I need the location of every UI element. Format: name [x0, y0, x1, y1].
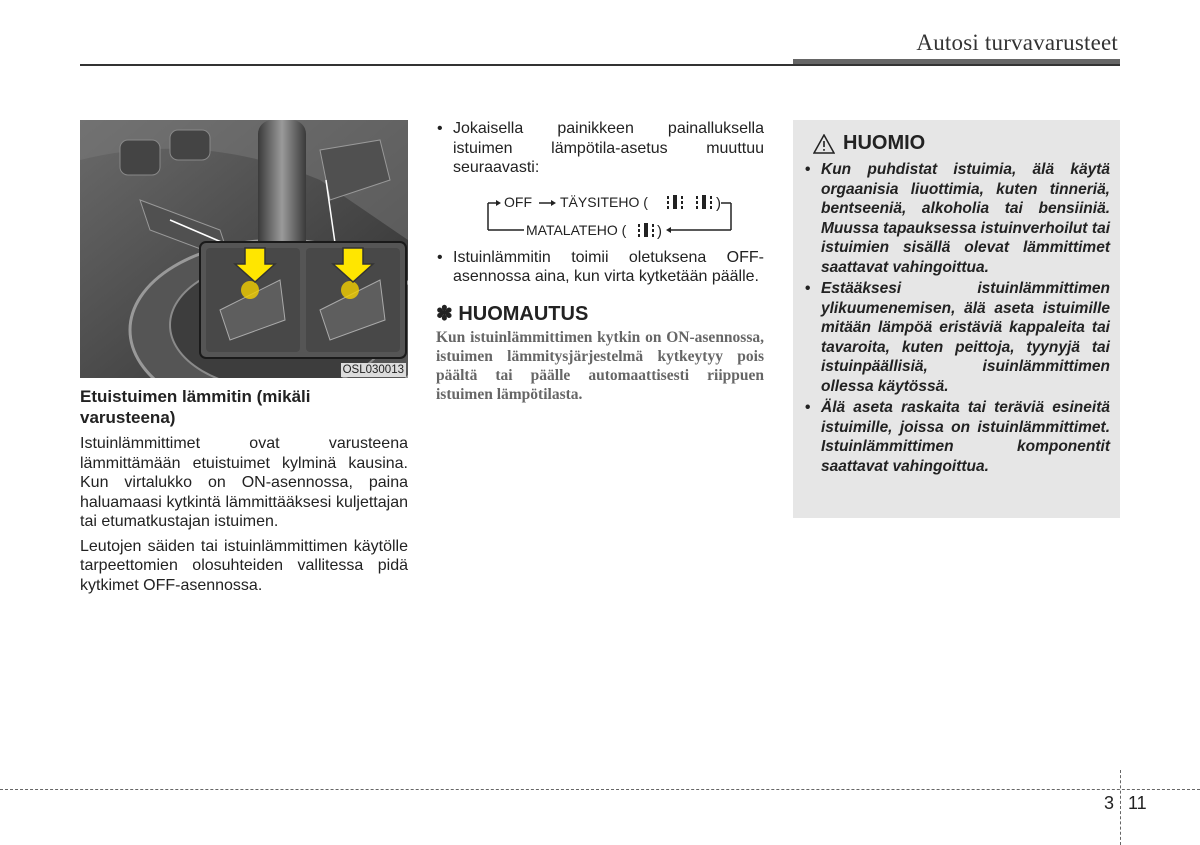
left-column [80, 386, 408, 600]
page-number: 11 [1128, 793, 1147, 813]
setting-low-power-label: MATALATEHO ( [526, 221, 627, 238]
bullet-item-2 [436, 248, 764, 287]
caution-item [805, 279, 1110, 396]
svg-text:): ) [657, 222, 662, 240]
body-paragraph-2: Leutojen säiden tai istuinlämmittimen käytölle tarpeettomien olosuhteiden vallitessa pidä kytkimet OFF-asennossa. [80, 537, 408, 594]
bullet-text-2: Istuinlämmitin toimii oletuksena OFF-asennossa aina, kun virta kytketään päälle. [453, 248, 764, 285]
caution-text-1: Kun puhdistat istuimia, älä käytä orgaanisia liuottimia, kuten tinneriä, bentseeniä, alkoholia tai bensiiniä. Muussa tapauksessa istuinverhoilut tai istuimien sisällä olevat lämmittimet saattavat vahingoittua. [821, 161, 1110, 276]
note-body: Kun istuinlämmittimen kytkin on ON-asennossa, istuimen lämmitysjärjestelmä kytkeytyy pois päältä tai päälle automaattisesti riippuen istuimen lämpötilasta. [436, 328, 764, 403]
setting-off-label: OFF [504, 193, 532, 210]
setting-full-power-label: TÄYSITEHO ( [560, 193, 648, 210]
seat-heater-photo [80, 120, 408, 378]
svg-text:): ) [716, 194, 721, 212]
bullet-dot: • [805, 280, 811, 297]
header-rule [80, 64, 1120, 66]
page-header-title: Autosi turvavarusteet [916, 30, 1118, 55]
bullet-item-1 [436, 119, 764, 178]
footer-divider [1120, 770, 1121, 845]
chapter-number: 3 [1104, 793, 1115, 813]
warning-triangle-icon [813, 134, 835, 154]
heat-setting-cycle-diagram [436, 184, 764, 242]
caution-title: HUOMIO [843, 132, 926, 154]
caution-box [793, 120, 1120, 518]
bullet-dot: • [805, 161, 811, 178]
caution-heading [813, 132, 925, 155]
bullet-dot: • [437, 120, 443, 137]
section-heading: Etuistuimen lämmitin (mikäli varusteena) [80, 387, 311, 427]
caution-text-3: Älä aseta raskaita tai teräviä esineitä istuimille, joissa on istuinlämmittimet. Istuinlämmittimen komponentit saattavat vahingoittua. [821, 399, 1110, 475]
photo-code-label: OSL030013 [342, 364, 404, 376]
caution-item [805, 398, 1110, 476]
caution-list [805, 160, 1110, 478]
bullet-dot: • [805, 399, 811, 416]
caution-item [805, 160, 1110, 277]
bullet-dot: • [437, 248, 443, 266]
body-paragraph-1: Istuinlämmittimet ovat varusteena lämmittämään etuistuimet kylminä kausina. Kun virtalukko on ON-asennossa, paina haluamaasi kytkintä lämmittääksesi kuljettajan tai etumatkustajan istuimen. [80, 435, 408, 530]
bullet-text-1: Jokaisella painikkeen painalluksella istuimen lämpötila-asetus muuttuu seuraavasti: [453, 120, 764, 176]
footer-dashed-rule [0, 789, 1200, 790]
middle-column [436, 119, 764, 404]
note-title: ✽ HUOMAUTUS [436, 302, 589, 325]
caution-text-2: Estääksesi istuinlämmittimen ylikuumenemisen, älä aseta istuimille mitään lämpöä eristäviä kappaleita tai tavaroita, kuten peittoja, tyynyjä tai istuinpäällisiä, isuinlämmittimen ollessa käytössä. [821, 280, 1110, 395]
